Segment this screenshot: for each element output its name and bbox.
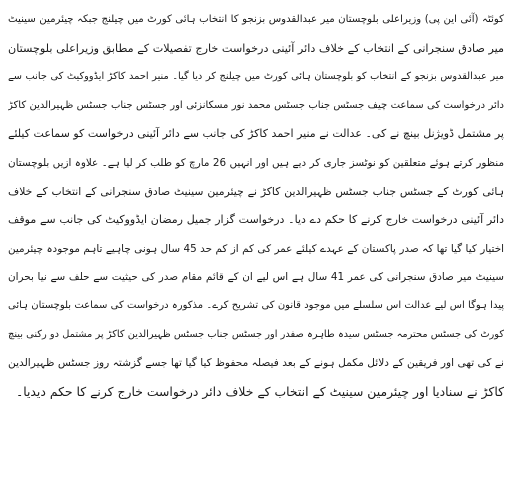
article-line: دائر درخواست کی سماعت چیف جسٹس جناب جسٹس محمد نور مسکانزئی اور جسٹس جناب جسٹس ظہیرالدین کاکڑ: [8, 99, 504, 111]
article-line: پر مشتمل ڈویژنل بینچ نے کی۔ عدالت نے منیر احمد کاکڑ کی جانب سے دائر آئینی درخواست کو سماعت کیلئے: [8, 127, 504, 141]
article-line: کاکڑ نے سنادیا اور چیئرمین سینیٹ کے انتخاب کے خلاف دائر درخواست خارج کرنے کا حکم دیدیا۔: [15, 383, 504, 399]
article-line: کورٹ کی جسٹس محترمہ جسٹس سیدہ طاہرہ صفدر اور جسٹس جناب جسٹس ظہیرالدین کاکڑ پر مشتمل دو رکنی بینچ: [8, 328, 504, 340]
article-line: میر صادق سنجرانی کے انتخاب کے خلاف دائر آئینی درخواست خارج تفصیلات کے مطابق وزیراعلی بلوچستان: [8, 41, 504, 55]
article-line: سینیٹ میر صادق سنجرانی کی عمر 41 سال ہے اس لیے ان کے قائم مقام صدر کی حیثیت سے حلف سے نیا بحران: [8, 271, 504, 284]
article-line: میر عبدالقدوس بزنجو کے انتخاب کو بلوچستان ہائی کورٹ میں چیلنج کر دیا گیا۔ منیر احمد کاکڑ ایڈووکیٹ کی جانب سے: [8, 71, 504, 83]
article-line: منظور کرتے ہوئے متعلقین کو نوٹسز جاری کر دیے ہیں اور انہیں 26 مارچ کو طلب کر لیا ہے۔ علاوہ ازیں بلوچستان: [8, 156, 504, 169]
article-line: اختیار کیا گیا تھا کہ صدر پاکستان کے عہدے کیلئے عمر کی کم از کم حد 45 سال ہونی چاہیے تاہم موجودہ چیئرمین: [8, 242, 504, 255]
article-line: دائر آئینی درخواست خارج کرنے کا حکم دے دیا۔ درخواست گزار جمیل رمضان ایڈووکیٹ کی جانب سے موقف: [8, 213, 504, 227]
news-article-body: [8, 6, 504, 406]
article-line: ہائی کورٹ کے جسٹس جناب جسٹس ظہیرالدین کاکڑ نے چیئرمین سینیٹ صادق سنجرانی کے انتخاب کے خلاف: [8, 184, 504, 198]
article-line: نے کی تھی اور فریقین کے دلائل مکمل ہونے کے بعد فیصلہ محفوظ کیا گیا تھا جسے گزشتہ روز جسٹس ظہیرالدین: [8, 357, 504, 370]
article-line: کوئٹہ (آئی این پی) وزیراعلی بلوچستان میر عبدالقدوس بزنجو کا انتخاب ہائی کورٹ میں چیلنج جبکہ چیئرمین سینیٹ: [8, 14, 504, 25]
article-line: پیدا ہوگا اس لیے عدالت اس سلسلے میں موجود قانون کی تشریح کرے۔ مذکورہ درخواست کی سماعت بلوچستان ہائی: [8, 299, 504, 311]
